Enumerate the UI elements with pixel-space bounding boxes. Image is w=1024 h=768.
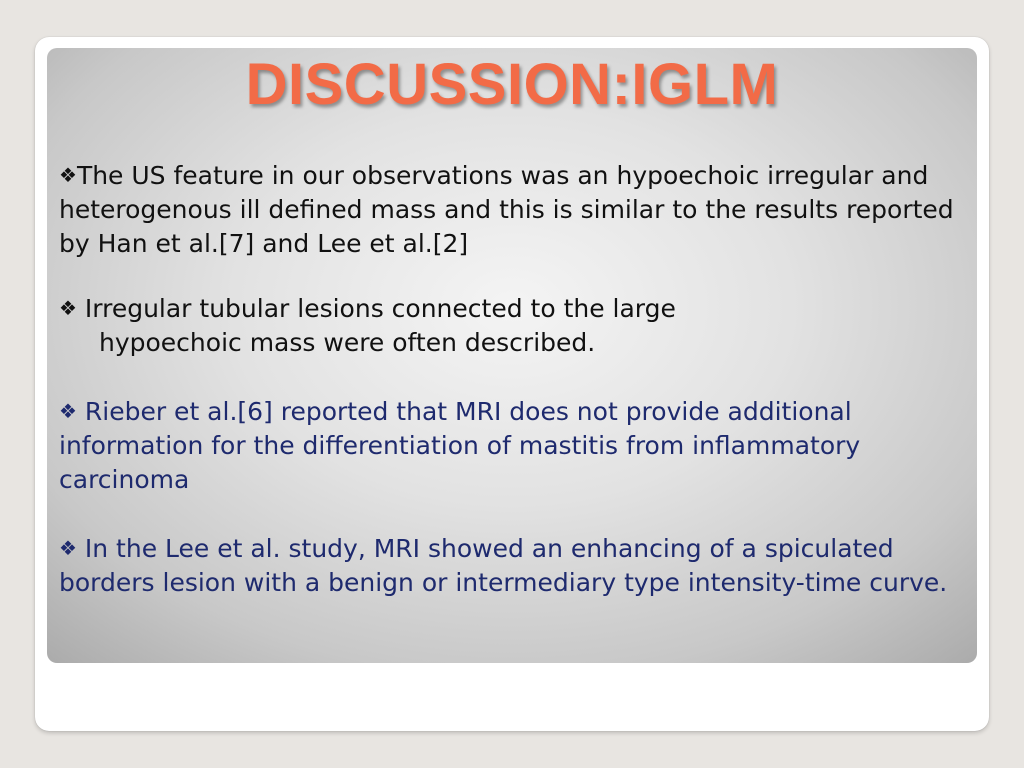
diamond-bullet-icon: ❖ (59, 296, 77, 320)
paragraph-us-feature (59, 158, 964, 261)
paragraph-text: In the Lee et al. study, MRI showed an enhancing of a spiculated borders lesion with a benign or intermediary type intensity-time curve. (59, 534, 948, 597)
paragraph-text: Rieber et al.[6] reported that MRI does not provide additional information for the differentiation of mastitis from inflammatory carcinoma (59, 397, 861, 494)
diamond-bullet-icon: ❖ (59, 399, 77, 423)
paragraph-lee-study (59, 531, 964, 600)
diamond-bullet-icon: ❖ (59, 536, 77, 560)
paragraph-rieber (59, 394, 964, 497)
paragraph-text-line-2: hypoechoic mass were often described. (99, 328, 596, 357)
slide-body (59, 158, 964, 600)
paragraph-text-line-1: Irregular tubular lesions connected to the large (76, 294, 676, 323)
paragraph-tubular-lesions (59, 291, 964, 360)
diamond-bullet-icon: ❖ (59, 163, 77, 187)
paragraph-text: The US feature in our observations was an hypoechoic irregular and heterogenous ill defined mass and this is similar to the results reported by Han et al.[7] and Lee et al.[2] (59, 161, 954, 258)
slide-title: DISCUSSION:IGLM (245, 52, 779, 117)
